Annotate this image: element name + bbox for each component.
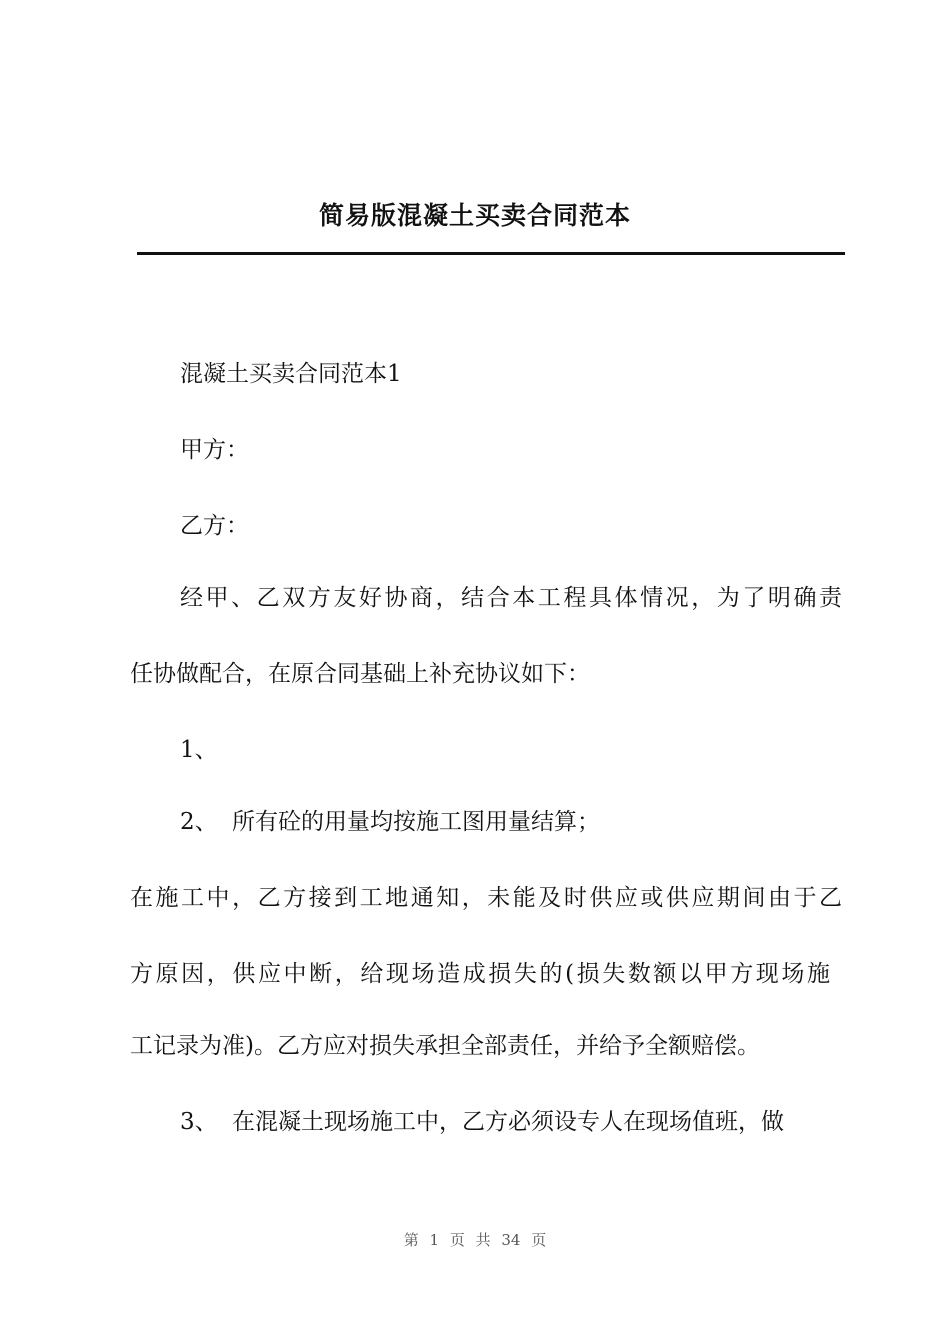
contract-subtitle: 混凝土买卖合同范本1	[180, 361, 402, 387]
paragraph-supply-line-2: 方原因，供应中断，给现场造成损失的(损失数额以甲方现场施	[130, 961, 830, 987]
clause-3-number: 3、	[180, 1109, 218, 1135]
clause-1: 1、	[180, 737, 218, 763]
paragraph-supply-line-1: 在施工中，乙方接到工地通知，未能及时供应或供应期间由于乙	[130, 885, 842, 911]
clause-2	[180, 803, 600, 836]
paragraph-intro-line-1: 经甲、乙双方友好协商，结合本工程具体情况，为了明确责	[180, 585, 842, 611]
paragraph-supply-line-3: 工记录为准)。乙方应对损失承担全部责任，并给予全额赔偿。	[130, 1033, 760, 1059]
title-underline	[137, 252, 845, 255]
clause-3	[180, 1103, 842, 1136]
clause-2-text: 所有砼的用量均按施工图用量结算；	[232, 809, 600, 835]
clause-2-number: 2、	[180, 809, 218, 835]
clause-3-text: 在混凝土现场施工中，乙方必须设专人在现场值班，做	[232, 1109, 784, 1135]
document-title: 简易版混凝土买卖合同范本	[318, 201, 631, 230]
party-b-label: 乙方：	[180, 513, 249, 539]
page-footer: 第 1 页 共 34 页	[403, 1231, 547, 1249]
paragraph-intro-line-2: 任协做配合，在原合同基础上补充协议如下：	[130, 661, 590, 687]
party-a-label: 甲方：	[180, 437, 249, 463]
